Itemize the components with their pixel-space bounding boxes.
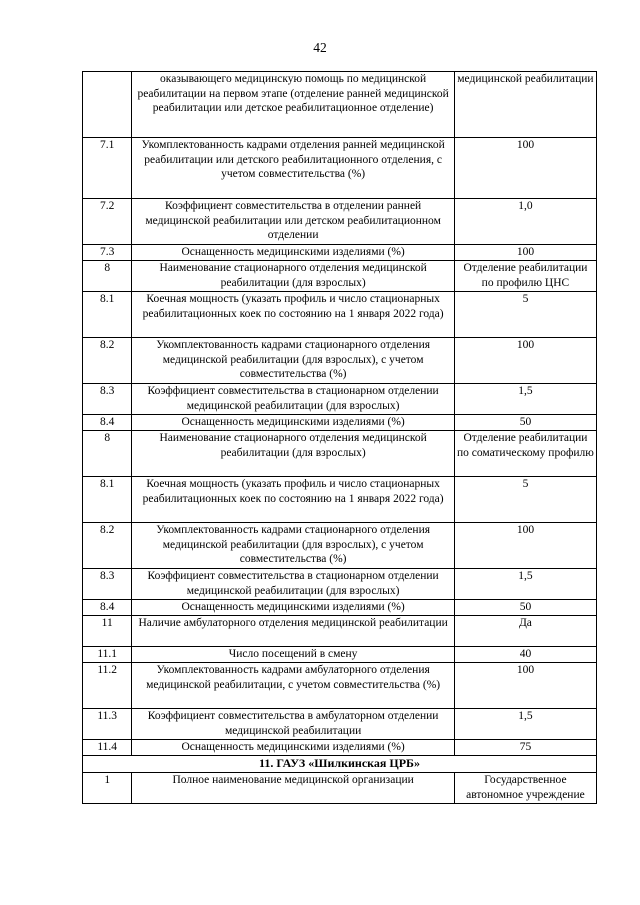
rehabilitation-table (82, 71, 597, 804)
row-value: 5 (454, 292, 596, 338)
row-number: 11.2 (83, 663, 132, 709)
table-row (83, 415, 597, 431)
row-number: 8 (83, 261, 132, 292)
row-description: Укомплектованность кадрами амбулаторного отделения медицинской реабилитации, с учетом совместительства (%) (132, 663, 455, 709)
table-row (83, 647, 597, 663)
row-number: 8.2 (83, 523, 132, 569)
table-row (83, 740, 597, 756)
row-value: 50 (454, 600, 596, 616)
table-row (83, 477, 597, 523)
row-description: Коэффициент совместительства в отделении ранней медицинской реабилитации или детском реабилитационном отделении (132, 199, 455, 245)
row-description: Коэффициент совместительства в стационарном отделении медицинской реабилитации (для взрослых) (132, 569, 455, 600)
table-row (83, 72, 597, 138)
row-description: Укомплектованность кадрами стационарного отделения медицинской реабилитации (для взрослых), с учетом совместительства (%) (132, 338, 455, 384)
table-row (83, 773, 597, 804)
row-number: 11.1 (83, 647, 132, 663)
row-number: 8.3 (83, 569, 132, 600)
row-value: Да (454, 616, 596, 647)
table-row (83, 431, 597, 477)
row-value: 100 (454, 245, 596, 261)
table-row (83, 292, 597, 338)
row-number: 1 (83, 773, 132, 804)
row-description: Полное наименование медицинской организации (132, 773, 455, 804)
table-row (83, 261, 597, 292)
row-number: 11.3 (83, 709, 132, 740)
row-number: 11 (83, 616, 132, 647)
table-row (83, 616, 597, 647)
row-description: Наименование стационарного отделения медицинской реабилитации (для взрослых) (132, 431, 455, 477)
row-description: Коечная мощность (указать профиль и число стационарных реабилитационных коек по состоянию на 1 января 2022 года) (132, 292, 455, 338)
row-value: Отделение реабилитации по профилю ЦНС (454, 261, 596, 292)
row-description: Коэффициент совместительства в стационарном отделении медицинской реабилитации (для взрослых) (132, 384, 455, 415)
row-number: 8 (83, 431, 132, 477)
row-description: Коечная мощность (указать профиль и число стационарных реабилитационных коек по состоянию на 1 января 2022 года) (132, 477, 455, 523)
section-title: 11. ГАУЗ «Шилкинская ЦРБ» (83, 756, 597, 773)
table-row (83, 663, 597, 709)
row-value: 100 (454, 338, 596, 384)
row-description: Оснащенность медицинскими изделиями (%) (132, 740, 455, 756)
row-number: 7.3 (83, 245, 132, 261)
table-row (83, 245, 597, 261)
table-row (83, 569, 597, 600)
row-number: 8.4 (83, 415, 132, 431)
row-number: 8.3 (83, 384, 132, 415)
row-description: Укомплектованность кадрами отделения ранней медицинской реабилитации или детского реабилитационного отделения, с учетом совместительства (%) (132, 138, 455, 199)
section-header-row (83, 756, 597, 773)
row-value: 100 (454, 523, 596, 569)
row-value: 100 (454, 663, 596, 709)
row-number: 8.1 (83, 477, 132, 523)
row-value: 1,5 (454, 569, 596, 600)
page-number: 42 (313, 40, 327, 55)
row-number: 8.1 (83, 292, 132, 338)
row-value: 75 (454, 740, 596, 756)
row-value: Отделение реабилитации по соматическому профилю (454, 431, 596, 477)
row-value: 50 (454, 415, 596, 431)
row-value: 1,0 (454, 199, 596, 245)
row-description: Число посещений в смену (132, 647, 455, 663)
row-value: 1,5 (454, 709, 596, 740)
table-row (83, 523, 597, 569)
row-description: оказывающего медицинскую помощь по медицинской реабилитации на первом этапе (отделение ранней медицинской реабилитации или детское реабилитационное отделение) (132, 72, 455, 138)
row-number: 7.2 (83, 199, 132, 245)
row-description: Коэффициент совместительства в амбулаторном отделении медицинской реабилитации (132, 709, 455, 740)
row-number: 8.4 (83, 600, 132, 616)
row-value: 100 (454, 138, 596, 199)
row-description: Укомплектованность кадрами стационарного отделения медицинской реабилитации (для взрослых), с учетом совместительства (%) (132, 523, 455, 569)
row-number (83, 72, 132, 138)
table-row (83, 600, 597, 616)
row-number: 11.4 (83, 740, 132, 756)
table-row (83, 338, 597, 384)
table-row (83, 709, 597, 740)
row-number: 8.2 (83, 338, 132, 384)
row-description: Оснащенность медицинскими изделиями (%) (132, 245, 455, 261)
row-value: Государственное автономное учреждение (454, 773, 596, 804)
row-description: Оснащенность медицинскими изделиями (%) (132, 415, 455, 431)
row-value: медицинской реабилитации (454, 72, 596, 138)
row-value: 40 (454, 647, 596, 663)
row-value: 5 (454, 477, 596, 523)
row-number: 7.1 (83, 138, 132, 199)
row-description: Наличие амбулаторного отделения медицинской реабилитации (132, 616, 455, 647)
row-description: Оснащенность медицинскими изделиями (%) (132, 600, 455, 616)
row-value: 1,5 (454, 384, 596, 415)
table-row (83, 384, 597, 415)
table-row (83, 199, 597, 245)
table-row (83, 138, 597, 199)
row-description: Наименование стационарного отделения медицинской реабилитации (для взрослых) (132, 261, 455, 292)
